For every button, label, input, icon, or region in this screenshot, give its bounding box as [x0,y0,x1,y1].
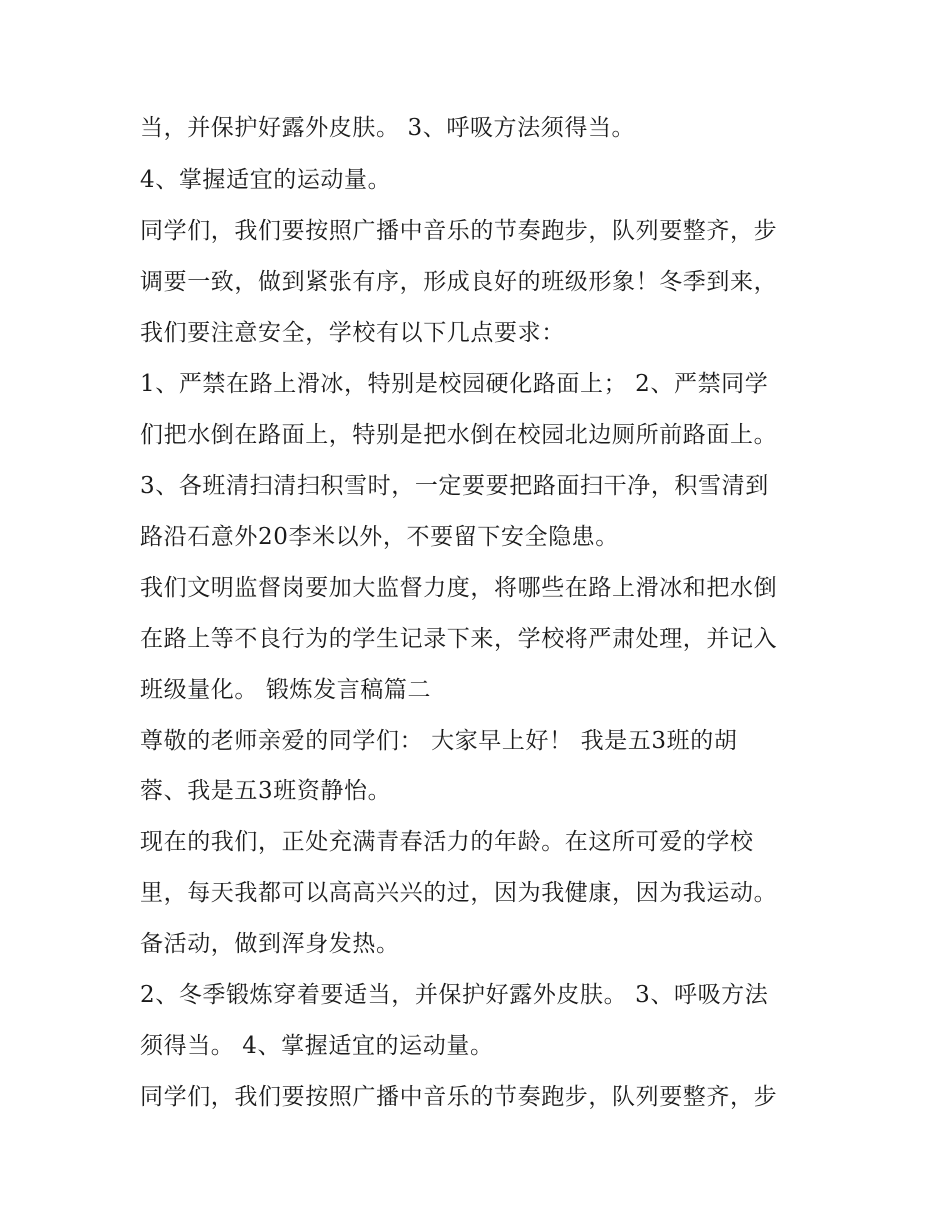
text-line-18: 2、冬季锻炼穿着要适当，并保护好露外皮肤。 3、呼吸方法 [140,982,769,1008]
text-line-3: 同学们，我们要按照广播中音乐的节奏跑步，队列要整齐，步 [140,218,778,244]
text-line-8: 3、各班清扫清扫积雪时，一定要要把路面扫干净，积雪清到 [140,473,769,499]
text-line-7: 们把水倒在路面上，特别是把水倒在校园北边厕所前路面上。 [140,422,778,448]
text-line-2: 4、掌握适宜的运动量。 [140,167,392,193]
text-line-1: 当，并保护好露外皮肤。 3、呼吸方法须得当。 [140,115,636,141]
text-line-10: 我们文明监督岗要加大监督力度，将哪些在路上滑冰和把水倒 [140,575,778,601]
text-line-9: 路沿石意外20李米以外，不要留下安全隐患。 [140,524,619,550]
text-line-13: 尊敬的老师亲爱的同学们： 大家早上好！ 我是五3班的胡 [140,728,738,754]
text-line-17: 备活动，做到浑身发热。 [140,931,400,957]
text-line-16: 里，每天我都可以高高兴兴的过，因为我健康，因为我运动。 [140,880,778,906]
text-line-20: 同学们，我们要按照广播中音乐的节奏跑步，队列要整齐，步 [140,1084,778,1110]
text-line-5: 我们要注意安全，学校有以下几点要求： [140,320,565,346]
text-line-14: 蓉、我是五3班资静怡。 [140,778,392,804]
text-line-15: 现在的我们，正处充满青春活力的年龄。在这所可爱的学校 [140,829,754,855]
text-line-11: 在路上等不良行为的学生记录下来，学校将严肃处理，并记入 [140,626,778,652]
text-line-6: 1、严禁在路上滑冰，特别是校园硬化路面上； 2、严禁同学 [140,371,769,397]
text-line-19: 须得当。 4、掌握适宜的运动量。 [140,1033,494,1059]
text-line-12: 班级量化。 锻炼发言稿篇二 [140,677,432,703]
text-line-4: 调要一致，做到紧张有序，形成良好的班级形象！冬季到来， [140,269,778,295]
